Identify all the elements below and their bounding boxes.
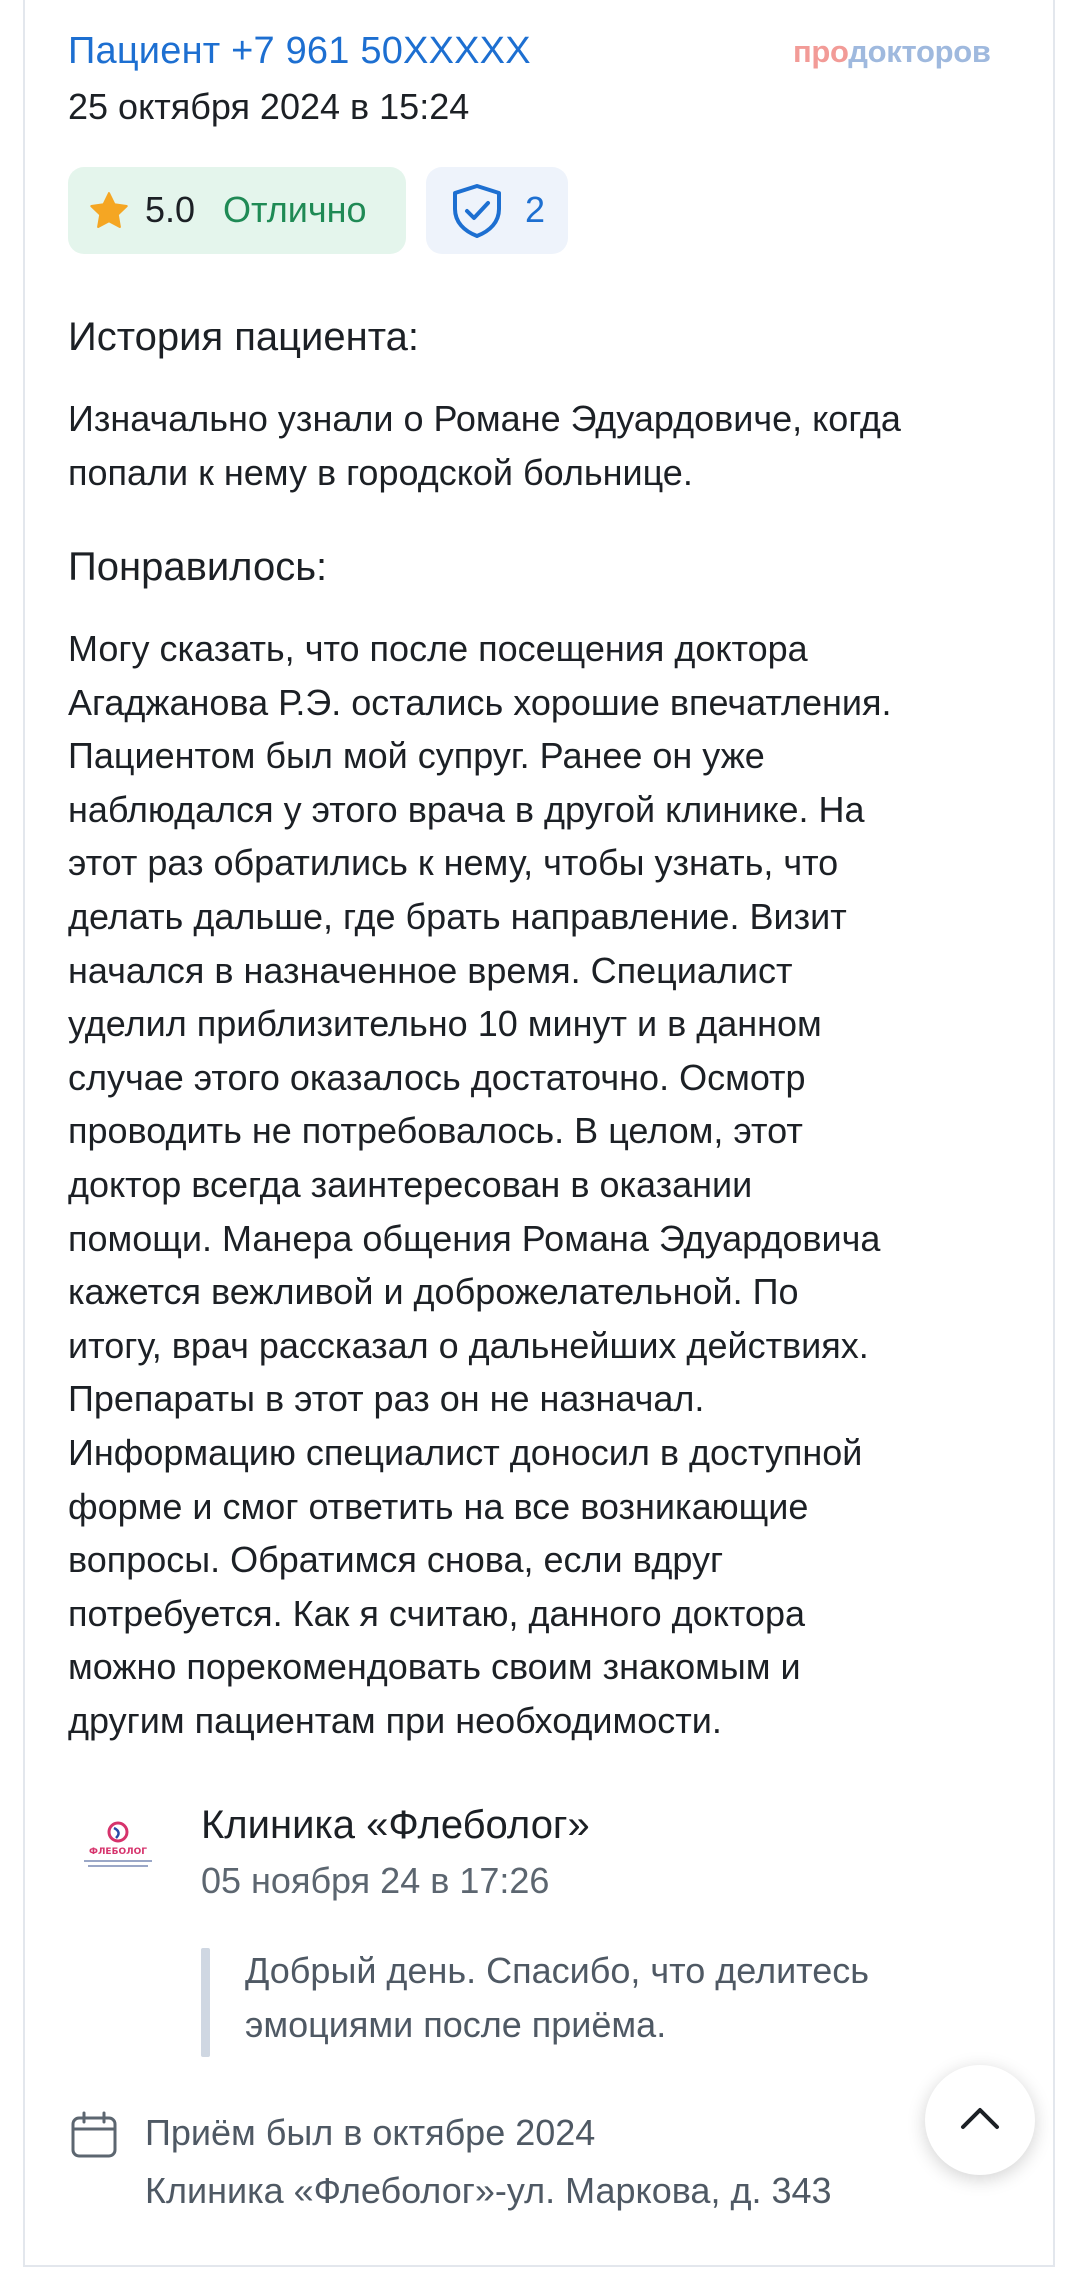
prodoctorov-logo <box>793 34 991 70</box>
logo-part-pro: про <box>793 34 849 69</box>
clinic-logo <box>78 1820 158 1876</box>
history-text: Изначально узнали о Романе Эдуардовиче, когда попали к нему в городской больнице. <box>68 398 901 493</box>
liked-text: Могу сказать, что после посещения доктора Агаджанова Р.Э. остались хорошие впечатления. Пациентом был мой супруг. Ранее он уже наблюдался у этого врача в другой клинике. На этот раз обратились к нему, чтобы узнать, что делать дальше, где брать направление. Визит начался в назначенное время. Специалист уделил приблизительно 10 минут и в данном случае этого оказалось достаточно. Осмотр проводить не потребовалось. В целом, этот доктор всегда заинтересован в оказании помощи. Манера общения Романа Эдуардовича кажется вежливой и доброжелательной. По итогу, врач рассказал о дальнейших действиях. Препараты в этот раз он не назначал. Информацию специалист доносил в доступной форме и смог ответить на все возникающие вопросы. Обратимся снова, если вдруг потребуется. Как я считаю, данного доктора можно порекомендовать своим знакомым и другим пациентам при необходимости. <box>68 628 892 1741</box>
scroll-to-top-button[interactable] <box>925 2065 1035 2175</box>
history-title: История пациента: <box>68 315 419 359</box>
liked-title: Понравилось: <box>68 545 328 589</box>
visit-clinic: Клиника «Флеболог»-ул. Маркова, д. 343 <box>145 2170 832 2211</box>
patient-name: Пациент +7 961 50XXXXX <box>68 30 531 72</box>
verified-count: 2 <box>525 189 546 230</box>
reply-date: 05 ноября 24 в 17:26 <box>201 1860 550 1901</box>
clinic-logo-text: ФЛЕБОЛОГ <box>89 1847 147 1857</box>
reply-quote-bar <box>201 1948 210 2057</box>
calendar-icon <box>70 2110 118 2160</box>
review-date: 25 октября 2024 в 15:24 <box>68 86 470 127</box>
clinic-name[interactable]: Клиника «Флеболог» <box>201 1803 590 1847</box>
rating-label: Отлично <box>223 189 367 230</box>
rating-value: 5.0 <box>145 189 196 230</box>
reply-text: Добрый день. Спасибо, что делитесь эмоциями после приёма. <box>245 1950 870 2045</box>
visit-date: Приём был в октябре 2024 <box>145 2112 596 2153</box>
chevron-up-icon <box>960 2102 1000 2132</box>
star-icon <box>88 190 130 232</box>
logo-part-doktorov: докторов <box>848 34 991 69</box>
shield-check-icon <box>450 183 504 239</box>
rating-badge <box>68 167 406 254</box>
verified-badge[interactable] <box>426 167 568 254</box>
